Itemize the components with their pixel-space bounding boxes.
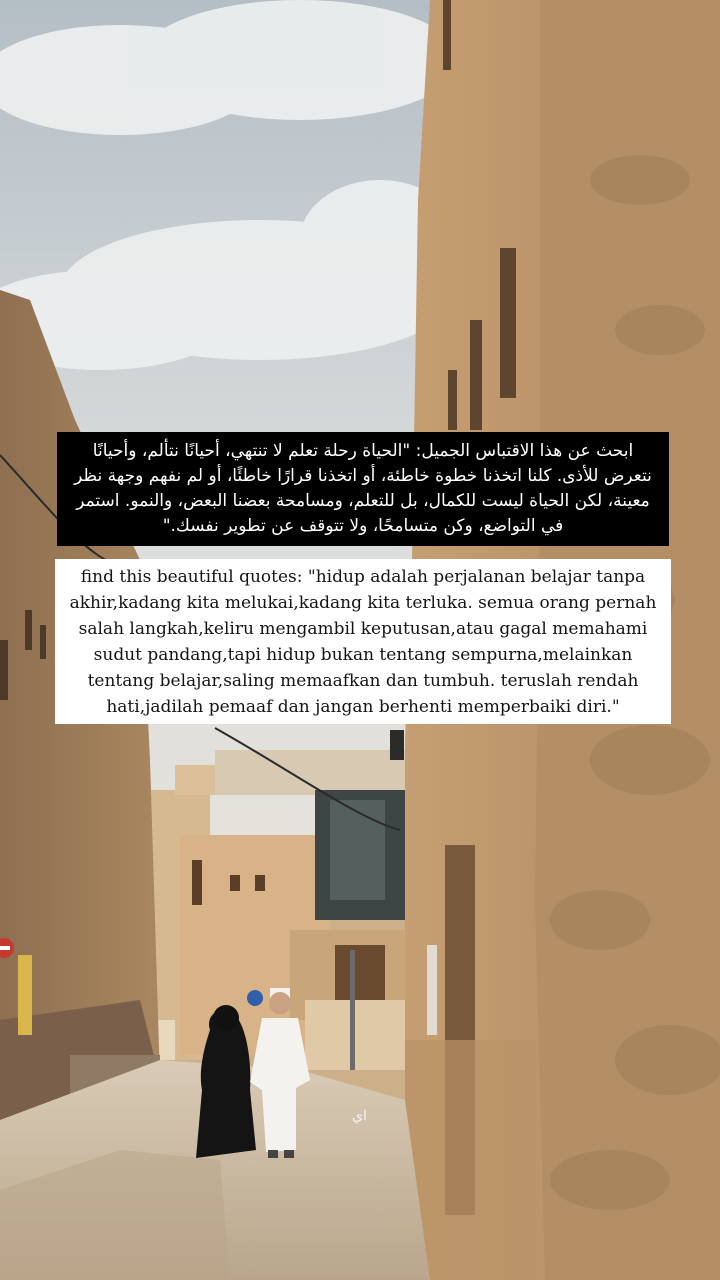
- watermark-text: اي: [352, 1108, 367, 1124]
- arabic-quote-caption: ابحث عن هذا الاقتباس الجميل: "الحياة رحلة تعلم لا تنتهي، أحيانًا نتألم، وأحيانًا نتعرض للأذى. كلنا اتخذنا خطوة خاطئة، أو اتخذنا قرارًا خاطئًا، أو لم نفهم وجهة نظر معينة، لكن الحياة ليست للكمال، بل للتعلم، ومسامحة بعضنا البعض، والنمو. استمر في التواضع، وكن متسامحًا، ولا تتوقف عن تطوير نفسك.": [57, 432, 669, 546]
- english-quote-caption: find this beautiful quotes: "hidup adalah perjalanan belajar tanpa akhir,kadang kita melukai,kadang kita terluka. semua orang pernah salah langkah,keliru mengambil keputusan,atau gagal memahami sudut pandang,tapi hidup bukan tentang sempurna,melainkan tentang belajar,saling memaafkan dan tumbuh. teruslah rendah hati,jadilah pemaaf dan jangan berhenti memperbaiki diri.": [55, 559, 671, 724]
